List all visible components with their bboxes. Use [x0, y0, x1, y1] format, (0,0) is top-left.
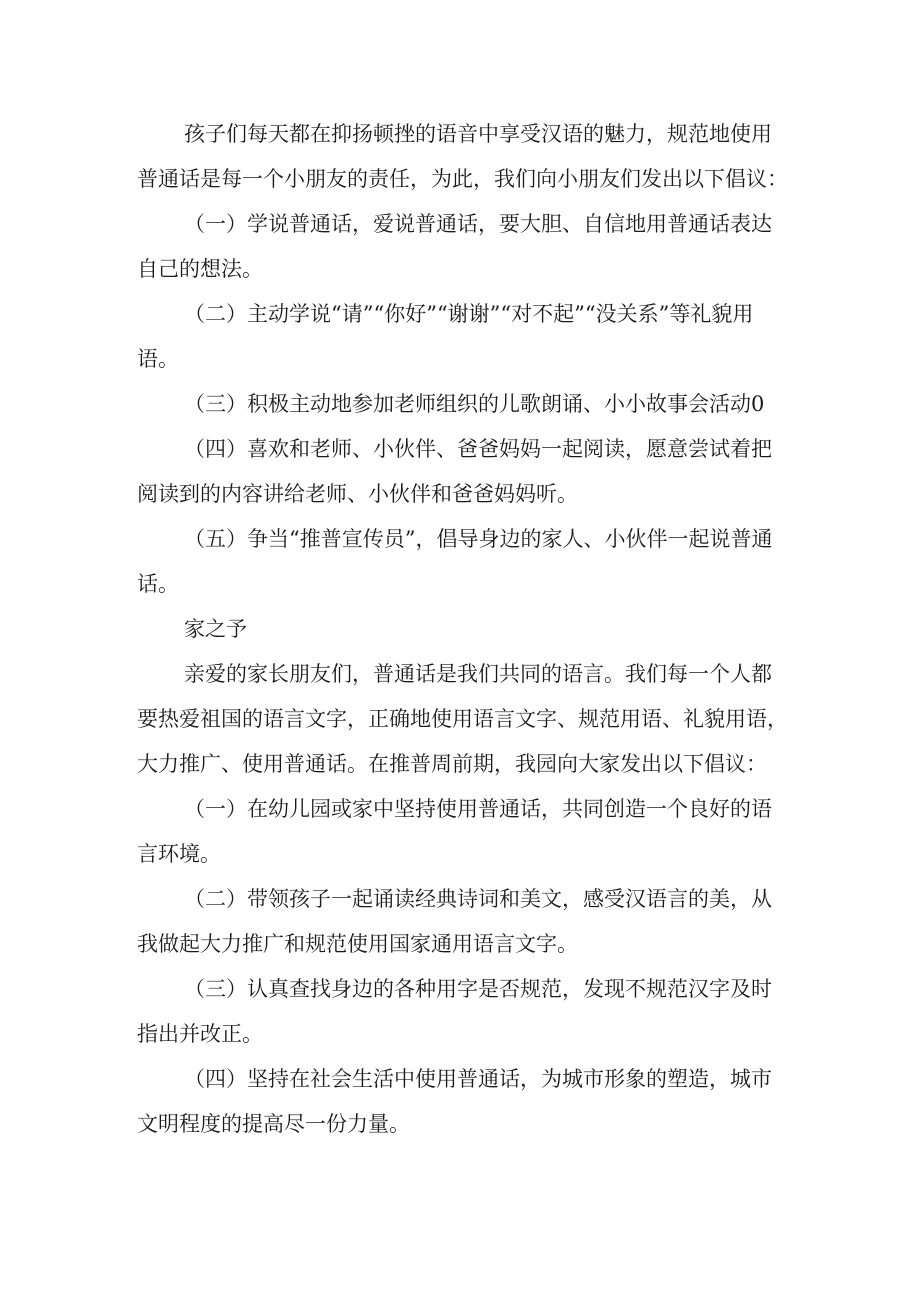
document-body — [137, 112, 789, 1147]
section-heading-parents: 家之予 — [184, 617, 247, 641]
paragraph-parents-item-1: （一）在幼儿园或家中坚持使用普通话，共同创造一个良好的语言环境。 — [137, 797, 772, 866]
paragraph-children-item-4: （四）喜欢和老师、小伙伴、爸爸妈妈一起阅读，愿意尝试着把阅读到的内容讲给老师、小伙伴和爸爸妈妈听。 — [137, 437, 772, 506]
paragraph-parents-item-4: （四）坚持在社会生活中使用普通话，为城市形象的塑造，城市文明程度的提高尽一份力量。 — [137, 1067, 772, 1136]
paragraph-children-item-1: （一）学说普通话，爱说普通话，要大胆、自信地用普通话表达自己的想法。 — [137, 212, 772, 281]
paragraph-children-intro: 孩子们每天都在抑扬顿挫的语音中享受汉语的魅力，规范地使用普通话是每一个小朋友的责任，为此，我们向小朋友们发出以下倡议： — [137, 122, 788, 191]
paragraph-parents-item-3: （三）认真查找身边的各种用字是否规范，发现不规范汉字及时指出并改正。 — [137, 977, 772, 1046]
paragraph-children-item-3: （三）积极主动地参加老师组织的儿歌朗诵、小小故事会活动0 — [184, 392, 765, 416]
paragraph-children-item-5: （五）争当“推普宣传员”，倡导身边的家人、小伙伴一起说普通话。 — [137, 527, 773, 596]
paragraph-children-item-2: （二）主动学说“请”“你好”“谢谢”“对不起”“没关系”等礼貌用语。 — [137, 302, 754, 371]
paragraph-parents-intro: 亲爱的家长朋友们，普通话是我们共同的语言。我们每一个人都要热爱祖国的语言文字，正确地使用语言文字、规范用语、礼貌用语，大力推广、使用普通话。在推普周前期，我园向大家发出以下倡议： — [137, 662, 788, 776]
paragraph-parents-item-2: （二）带领孩子一起诵读经典诗词和美文，感受汉语言的美，从我做起大力推广和规范使用国家通用语言文字。 — [137, 887, 772, 956]
